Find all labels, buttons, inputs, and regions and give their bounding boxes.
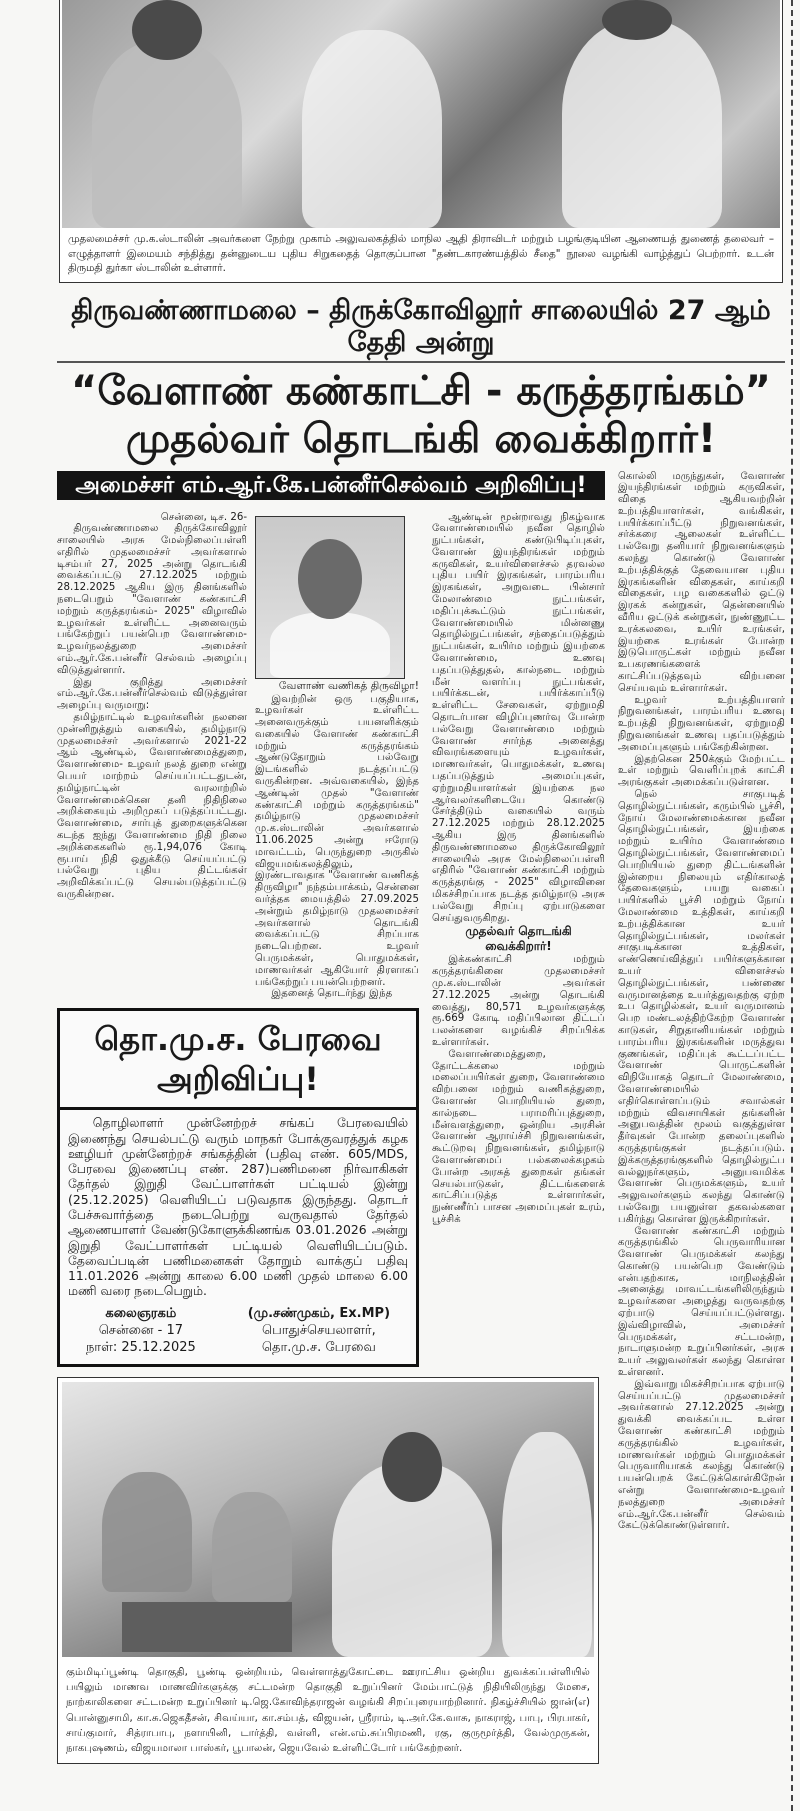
paragraph: திருவண்ணாமலை திருக்கோவிலூர் சாலையில் அரசு மேல்நிலைப்பள்ளி எதிரில் முதலமைச்சர் அவர்களால் டிசம்பர் 27, 2025 அன்று தொடங்கி வைக்கப்பட்டு 27.12.2025 மற்றும் 28.12.2025 ஆகிய இரு தினங்களில் நடைபெறும் "வேளாண் கண்காட்சி மற்றும் கருத்தரங்கம்- 2025" விழாவில் உழவர்கள் உள்ளிட்ட அனைவரும் பங்கேற்றுப் பயன்பெற வேளாண்மை-உழவர்நலத்துறை அமைச்சர் எம்.ஆர்.கே.பன்னீர் செல்வம் அழைப்பு விடுத்துள்ளார். bbox=[57, 523, 247, 676]
article-body bbox=[57, 471, 785, 1764]
paragraph: இதற்கென 250க்கும் மேற்பட்ட உள் மற்றும் வெளிப்புறக் காட்சி அரங்குகள் அமைக்கப்படுள்ளன. bbox=[618, 753, 785, 789]
main-headline: “வேளாண் கண்காட்சி - கருத்தரங்கம்” முதல்வர் தொடங்கி வைக்கிறார்! bbox=[71, 367, 771, 462]
bottom-photo-caption: கும்மிடிப்பூண்டி தொகுதி, பூண்டி ஒன்றியம், வெள்ளாத்துகோட்டை ஊராட்சிய ஒன்றிய துவக்கப்பள்ளியில் பயிலும் மாணவ மாணவிர்களுக்கு சட்டமன்ற தொகுதி உறுப்பினர் மேம்பாட்டுத் நிதியிலிருந்து மேசை, நாற்காலிகளை சட்டமன்ற உறுப்பினர் டி.ஜெ.கோவிந்தராஜன் வழங்கி சிறப்புரையாற்றினார். நிகழ்ச்சியில் ஜான்(எ) பொன்னுசாமி, கா.சு.ஜெகதீசன், சிவய்யா, கா.சம்பத், விஜயன், ஸ்ரீராம், டி.அர்.கே.வாசு, நாகராஜ், பாபு, பிரபாகர், சாய்குமார், சித்ராபாபு, நளாயினி, டார்த்தி, வள்ளி, என்.எம்.சுப்பிரமணி, ரகு, குருமூர்த்தி, வேல்முருகன், நாகபுஷணம், விஜயமாலா பாஸ்கர், பூபாலன், ஜெயவேல் உள்ளிட்டோர் பங்கேற்றனர். bbox=[66, 1666, 590, 1755]
paragraph: வேளாண் கண்காட்சி மற்றும் கருத்தரங்கில் பெருவாரியான வேளாண் பெருமக்கள் கலந்து கொண்டு பயன்பெற வேண்டும் என்பதற்காக, மாநிலத்தின் அனைத்து மாவட்டங்களிலிருந்தும் உழவர்களை அழைத்து வருவதற்கு ஏற்பாடு செய்யப்பட்டுள்ளது. இவ்விழாவில், அமைச்சர் பெருமக்கள், சட்டமன்ற, நாடாளுமன்ற உறுப்பினர்கள், அரசு உயர் அலுவலர்கள் கலந்து கொள்ள உள்ளனர். bbox=[618, 1225, 785, 1379]
paragraph: நெல் சாகுபடித் தொழில்நுட்பங்கள், கரும்பில் பூச்சி, நோய் மேலாண்மைக்கான நவீன தொழில்நுட்பங்கள், இயற்கை மற்றும் உயிர்ம வேளாண்மை தொழில்நுட்பங்கள், வேளாண்மைப் பொறியியல் துறை திட்டங்களின் இன்றைய நிலையும் எதிர்காலத் தேவைகளும், பயறு வகைப் பயிர்களில் பூச்சி மற்றும் நோய் மேலாண்மை உத்திகள், காய்கறி உற்பத்திக்கான உயர் தொழில்நுட்பங்கள், மலர்கள் சாகுபடிக்கான உத்திகள், எண்ணெய்வித்துப் பயிர்களுக்கான உயர் விளைச்சல் தொழில்நுட்பங்கள், பண்ணை வருமானத்தை உயர்த்துவதற்கு ஏற்ற உப தொழில்கள், உயர் வருமானம் பெற மண்டலத்திற்கேற்ற வேளாண் காடுகள், சிறுதானியங்கள் மற்றும் பாரம்பரிய இரகங்களின் மருத்துவ குணங்கள், மதிப்புக் கூட்டப்பட்ட வேளாண் பொருட்களின் விநியோகத் தொடர் மேலாண்மை, வேளாண்மையில் எதிர்கொள்ளப்படும் சவால்கள் மற்றும் விவசாயிகள் தங்களின் அனுபவத்தின் மூலம் வகுத்துள்ள தீர்வுகள் போன்ற தலைப்புகளில் கருத்தரங்குகள் நடத்தப்படும். இக்கருத்தரங்குகளில் தொழில்நுட்ப வல்லுநர்களும், அனுபவமிக்க வேளாண் பெருமக்களும், உயர் அலுவலர்களும் கலந்து கொண்டு பல்வேறு பயனுள்ள தகவல்களை பகிர்ந்து கொள்ள இருக்கிறார்கள். bbox=[618, 789, 785, 1225]
notice-title: தொ.மு.ச. பேரவை அறிவிப்பு! bbox=[60, 1011, 416, 1110]
article-column-2-wrap bbox=[255, 506, 419, 1001]
top-photo-caption: முதலமைச்சர் மு.க.ஸ்டாலின் அவர்களை நேற்று முகாம் அலுவலகத்தில் மாநில ஆதி திராவிடர் மற்றும் பழங்குடியின ஆணையத் துணைத் தலைவர் – எழுத்தாளர் இமையம் சந்தித்து தன்னுடைய புதிய சிறுகதைத் தொகுப்பான "தண்டகாரண்யத்தில் சீதை" நூலை வழங்கி வாழ்த்துப் பெற்றார். உடன் திருமதி துர்கா ஸ்டாலின் உள்ளார். bbox=[68, 233, 774, 274]
article-column-3 bbox=[432, 512, 605, 1226]
left-columns bbox=[57, 506, 419, 1367]
paragraph: ஆண்டின் மூன்றாவது நிகழ்வாக வேளாண்மையில் நவீன தொழில் நுட்பங்கள், கண்டுபிடிப்புகள், வேளாண் இயந்திரங்கள் மற்றும் கருவிகள், உயர்விளைச்சல் தரவல்ல புதிய பயிர் இரகங்கள், பாரம்பரிய இரகங்கள், அறுவடை பின்சார் மேலாண்மை நுட்பங்கள், மதிப்புக்கூட்டும் நுட்பங்கள், வேளாண்மையில் மின்னணு தொழில்நுட்பங்கள், சந்தைப்படுத்தும் நுட்பங்கள், உயிர்ம மற்றும் இயற்கை வேளாண்மை, உணவு பதப்படுத்துதல், கால்நடை மற்றும் மீன் வளர்ப்பு நுட்பங்கள், பயிர்க்கடன், பயிர்க்காப்பீடு உள்ளிட்ட சேவைகள், ஏற்றுமதி தொடர்பான விழிப்புணர்வு போன்ற பல்வேறு வேளாண்மை மற்றும் வேளாண் சார்ந்த அனைத்து விவரங்களையும் உழவர்கள், மாணவர்கள், பொதுமக்கள், உணவு பதப்படுத்தும் அமைப்புகள், ஏற்றுமதியாளர்கள் இயற்கை நல ஆர்வலர்களிடையே கொண்டு சேர்த்திடும் வகையில் வரும் 27.12.2025 மற்றும் 28.12.2025 ஆகிய இரு தினங்களில் திருவண்ணாமலை திருக்கோவிலூர் சாலையில் அரசு மேல்நிலைப்பள்ளி எதிரில் "வேளாண் கண்காட்சி மற்றும் கருத்தரங்கு - 2025" விழாவினை மிகச்சிறப்பாக நடத்த தமிழ்நாடு அரசு பல்வேறு சிறப்பு ஏற்பாடுகளை செய்துவருகிறது. bbox=[432, 511, 605, 924]
signatory-org: தொ.மு.ச. பேரவை bbox=[261, 1339, 376, 1355]
paragraph: உழவர் உற்பத்தியாளர் நிறுவனங்கள், பாரம்பரிய உணவு உற்பத்தி நிறுவனங்கள், ஏற்றுமதி நிறுவனங்கள் உணவு பதப்படுத்தும் அமைப்புகளும் பங்கேற்கின்றன. bbox=[618, 694, 785, 753]
bottom-photo bbox=[62, 1382, 594, 1657]
top-photo bbox=[62, 0, 780, 228]
minister-portrait bbox=[255, 516, 405, 679]
article-column-4 bbox=[618, 471, 785, 1533]
left-top bbox=[57, 506, 605, 1367]
paragraph: இக்கண்காட்சி மற்றும் கருத்தரங்கினை முதலமைச்சர் மு.க.ஸ்டாலின் அவர்கள் 27.12.2025 அன்று தொடங்கி வைத்து, 80,571 உழவர்களுக்கு ரூ.669 கோடி மதிப்பிலான திட்டப் பலன்களை வழங்கிச் சிறப்பிக்க உள்ளார்கள். bbox=[432, 954, 605, 1048]
notice-signatory bbox=[248, 1305, 390, 1356]
paragraph: இவ்வாறு மிகச்சிறப்பாக ஏற்பாடு செய்யப்பட்டு முதலமைச்சர் அவர்களால் 27.12.2025 அன்று துவக்கி வைக்கப்பட உள்ள வேளாண் கண்காட்சி மற்றும் கருத்தரங்கில் உழவர்கள், மாணவர்கள் மற்றும் பொதுமக்கள் பெருவாரியாகக் கலந்து கொண்டு பயன்பெறக் கேட்டுக்கொள்கிறேன் என்று வேளாண்மை-உழவர் நலத்துறை அமைச்சர் எம்.ஆர்.கே.பன்னீர் செல்வம் கேட்டுக்கொண்டுள்ளார். bbox=[618, 1378, 785, 1532]
address-name: கலைஞரகம் bbox=[105, 1305, 177, 1321]
section-subhead: வேளாண் வணிகத் திருவிழா! bbox=[278, 679, 419, 692]
paragraph: இதனைத் தொடர்ந்து இந்த bbox=[271, 988, 393, 1000]
notice-box bbox=[57, 1008, 419, 1367]
kicker-headline: திருவண்ணாமலை – திருக்கோவிலூர் சாலையில் 27 ஆம் தேதி அன்று bbox=[57, 295, 785, 363]
bottom-photo-box bbox=[57, 1377, 599, 1764]
article-column-1 bbox=[57, 512, 247, 901]
paragraph: வேளாண்மைத்துறை, தோட்டக்கலை மற்றும் மலைப்பயிர்கள் துறை, வேளாண்மை விற்பனை மற்றும் வணிகத்துறை, வேளாண் பொறியியல் துறை, கால்நடை பராமரிப்புத்துறை, மீன்வளத்துறை, ஒன்றிய அரசின் வேளாண் ஆராய்ச்சி நிறுவனங்கள், கூட்டுறவு நிறுவனங்கள், தமிழ்நாடு வேளாண்மைப் பல்கலைக்கழகம் போன்ற அரசுத் துறைகள் தங்கள் செயல்பாடுகள், திட்டங்களைக் காட்சிப்படுத்த உள்ளார்கள், நுண்ணீர்ப் பாசன அமைப்புகள் உரம், பூச்சிக் bbox=[432, 1048, 605, 1225]
subheadline-bar: அமைச்சர் எம்.ஆர்.கே.பன்னீர்செல்வம் அறிவிப்பு! bbox=[57, 471, 605, 500]
signatory-title: பொதுச்செயலாளர், bbox=[261, 1322, 376, 1338]
column-divider bbox=[791, 0, 793, 1811]
left-area bbox=[57, 471, 605, 1764]
notice-body: தொழிலாளர் முன்னேற்றச் சங்கப் பேரவையில் இணைந்து செயல்பட்டு வரும் மாநகர் போக்குவரத்துக் கழக ஊழியர் முன்னேற்றச் சங்கத்தின் (பதிவு எண். 605/MDS, பேரவை இணைப்பு எண். 287)பணிமனை நிர்வாகிகள் தேர்தல் இறுதி வேட்பாளர்கள் பட்டியல் இன்று (25.12.2025) வெளியிடப் படுவதாக இருந்தது. தொடர் பேச்சுவார்த்தை நடைபெற்று வருவதால் தேர்தல் ஆணையாளர் வேண்டுகோளுக்கிணங்க 03.01.2026 அன்று இறுதி வேட்பாளர்கள் பட்டியல் வெளியிடப்படும். தேவைப்படின் பணிமனைகள் தோறும் வாக்குப் பதிவு 11.01.2026 அன்று காலை 6.00 மணி முதல் மாலை 6.00 மணி வரை நடைபெறும். bbox=[68, 1115, 408, 1299]
paragraph: தமிழ்நாட்டில் உழவர்களின் நலனை முன்னிறுத்தும் வகையில், தமிழ்நாடு முதலமைச்சர் அவர்களால் 2021-22 ஆம் ஆண்டில், வேளாண்மைத்துறை, வேளாண்மை- உழவர் நலத் துறை என்று பெயர் மாற்றம் செய்யப்பட்டதுடன், தமிழ்நாட்டின் வரலாற்றில் வேளாண்மைக்கென தனி நிதிநிலை அறிக்கையும் அறிமுகப் படுத்தப்பட்டது. வேளாண்மை, சார்புத் துறைகளுக்கென கடந்த ஐந்து வேளாண்மை நிதி நிலை அறிக்கைகளில் ரூ.1,94,076 கோடி ரூபாய் நிதி ஒதுக்கீடு செய்யப்பட்டு பல்வேறு புதிய திட்டங்கள் அறிவிக்கப்பட்டு செயல்படுத்தப்பட்டு வருகின்றன. bbox=[57, 712, 247, 900]
paragraph: கொல்லி மருந்துகள், வேளாண் இயந்திரங்கள் மற்றும் கருவிகள், விதை ஆகியவற்றின் உற்பத்தியாளர்கள், வங்கிகள், பயிர்க்காப்பீட்டு நிறுவனங்கள், சர்க்கரை ஆலைகள் உள்ளிட்ட பல்வேறு தனியார் நிறுவனங்களும் கலந்து கொண்டு வேளாண் உற்பத்திக்குத் தேவையான புதிய இரகங்களின் விதைகள், காய்கறி விதைகள், பழ வகைகளில் ஒட்டு இரகக் கன்றுகள், தென்னையில் வீரிய ஒட்டுக் கன்றுகள், நுண்ணூட்ட உரக்கலவை, உயிர் உரங்கள், இயற்கை உரங்கள் போன்ற இடுபொருட்கள் மற்றும் நவீன உபகரணங்களைக் காட்சிப்படுத்தவும் விற்பனை செய்யவும் உள்ளார்கள். bbox=[618, 470, 785, 694]
notice-signature bbox=[60, 1305, 416, 1356]
newspaper-page bbox=[57, 0, 785, 1784]
notice-date: நாள்: 25.12.2025 bbox=[85, 1339, 196, 1355]
signatory-name: (மு.சண்முகம், Ex.MP) bbox=[247, 1305, 391, 1321]
top-photo-box bbox=[59, 0, 783, 283]
dateline: சென்னை, டிச. 26- bbox=[160, 511, 247, 523]
columns-1-2 bbox=[57, 506, 419, 1001]
section-subhead: முதல்வர் தொடங்கி வைக்கிறார்! bbox=[465, 924, 572, 954]
notice-address bbox=[86, 1305, 196, 1356]
article-column-2 bbox=[255, 679, 419, 1001]
address-city: சென்னை - 17 bbox=[98, 1322, 184, 1338]
paragraph: இவற்றின் ஒரு பகுதியாக, உழவர்கள் உள்ளிட்ட அனைவருக்கும் பயனளிக்கும் வகையில் வேளாண் கண்காட்சி மற்றும் கருத்தரங்கம் ஆண்டுதோறும் பல்வேறு இடங்களில் நடத்தப்பட்டு வருகின்றன. அவ்வகையில், இந்த ஆண்டின் முதல் "வேளாண் கண்காட்சி மற்றும் கருத்தரங்கம்" தமிழ்நாடு முதலமைச்சர் மு.க.ஸ்டாலின் அவர்களால் 11.06.2025 அன்று ஈரோடு மாவட்டம், பெருந்துறை அருகில் விஜயமங்கலத்திலும், இரண்டாவதாக "வேளாண் வணிகத் திருவிழா" நந்தம்பாக்கம், சென்னை வர்த்தக மையத்தில் 27.09.2025 அன்றும் தமிழ்நாடு முதலமைச்சர் அவர்களால் தொடங்கி வைக்கப்பட்டு சிறப்பாக நடைபெற்றன. உழவர் பெருமக்கள், பொதுமக்கள், மாணவர்கள் ஆகியோர் திரளாகப் பங்கேற்றுப் பயன்பெற்றனர். bbox=[255, 693, 419, 988]
paragraph: இது குறித்து அமைச்சர் எம்.ஆர்.கே.பன்னீர்செல்வம் விடுத்துள்ள அழைப்பு வருமாறு: bbox=[57, 676, 247, 712]
